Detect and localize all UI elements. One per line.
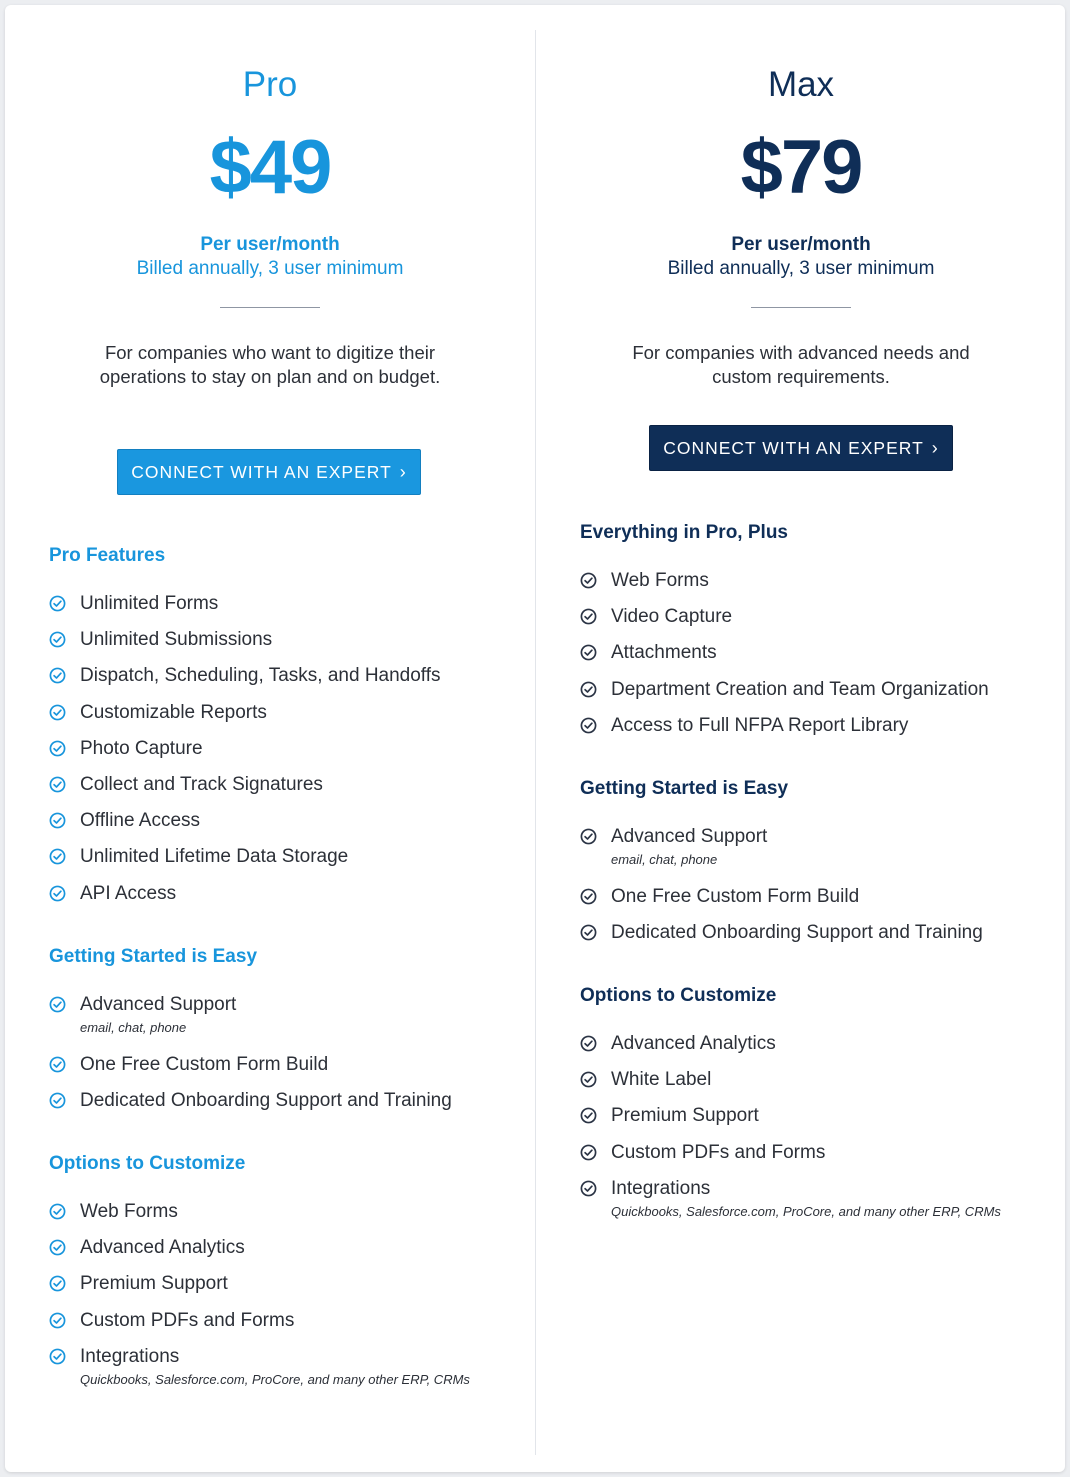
pricing-card	[5, 5, 1065, 1472]
price-period: Per user/month	[200, 234, 340, 255]
check-circle-icon	[580, 1107, 597, 1124]
list-item	[580, 1103, 1060, 1139]
connect-expert-button[interactable]	[117, 449, 421, 495]
list-item	[580, 568, 1060, 604]
feature-label: API Access	[80, 882, 177, 904]
feature-note: email, chat, phone	[611, 852, 718, 867]
check-circle-icon	[580, 828, 597, 845]
feature-label: Custom PDFs and Forms	[611, 1141, 826, 1163]
feature-list	[49, 992, 529, 1124]
plan-description: For companies who want to digitize their operations to stay on plan and on budget.	[99, 342, 441, 387]
check-circle-icon	[49, 885, 66, 902]
feature-label: One Free Custom Form Build	[80, 1054, 329, 1075]
list-item	[49, 808, 529, 844]
section-title: Pro Features	[49, 545, 166, 566]
list-item	[49, 1344, 529, 1404]
max-plan-column	[536, 5, 1066, 1472]
list-item	[580, 824, 1060, 884]
divider	[751, 307, 851, 308]
list-item	[580, 1031, 1060, 1067]
list-item	[580, 1140, 1060, 1176]
list-item	[49, 1052, 529, 1088]
section-title: Options to Customize	[580, 985, 777, 1006]
check-circle-icon	[49, 1348, 66, 1365]
check-circle-icon	[580, 1035, 597, 1052]
feature-label: Department Creation and Team Organization	[611, 678, 989, 700]
divider	[220, 307, 320, 308]
check-circle-icon	[580, 681, 597, 698]
list-item	[49, 1088, 529, 1124]
list-item	[580, 1176, 1060, 1236]
plan-price: $79	[740, 125, 862, 210]
feature-label: Integrations	[80, 1345, 180, 1367]
list-item	[49, 1308, 529, 1344]
check-circle-icon	[49, 1312, 66, 1329]
list-item	[580, 640, 1060, 676]
plan-price: $49	[209, 125, 331, 210]
feature-label: Access to Full NFPA Report Library	[611, 714, 909, 736]
check-circle-icon	[49, 631, 66, 648]
section-title: Getting Started is Easy	[49, 946, 258, 967]
feature-list	[580, 824, 1060, 956]
feature-label: White Label	[611, 1069, 712, 1091]
check-circle-icon	[49, 1056, 66, 1073]
list-item	[49, 881, 529, 917]
billing-terms: Billed annually, 3 user minimum	[136, 258, 404, 279]
list-item	[49, 772, 529, 808]
feature-label: Unlimited Lifetime Data Storage	[80, 846, 349, 868]
check-circle-icon	[49, 667, 66, 684]
list-item	[49, 736, 529, 772]
check-circle-icon	[580, 644, 597, 661]
list-item	[580, 604, 1060, 640]
button-label: CONNECT WITH AN EXPERT	[131, 461, 392, 482]
check-circle-icon	[580, 572, 597, 589]
list-item	[49, 663, 529, 699]
list-item	[49, 992, 529, 1052]
billing-terms: Billed annually, 3 user minimum	[667, 258, 935, 279]
feature-label: Dispatch, Scheduling, Tasks, and Handoffs	[80, 665, 441, 687]
feature-note: email, chat, phone	[80, 1020, 187, 1035]
list-item	[580, 884, 1060, 920]
list-item	[580, 713, 1060, 749]
feature-list	[49, 1199, 529, 1404]
list-item	[49, 844, 529, 880]
check-circle-icon	[580, 924, 597, 941]
chevron-right-icon: ›	[931, 437, 939, 458]
check-circle-icon	[580, 888, 597, 905]
feature-label: Integrations	[611, 1177, 711, 1199]
pro-plan-column	[5, 5, 535, 1472]
feature-label: Premium Support	[80, 1273, 228, 1295]
feature-label: Customizable Reports	[80, 701, 267, 723]
check-circle-icon	[580, 608, 597, 625]
check-circle-icon	[580, 1144, 597, 1161]
check-circle-icon	[49, 812, 66, 829]
check-circle-icon	[49, 1203, 66, 1220]
list-item	[49, 591, 529, 627]
list-item	[49, 700, 529, 736]
price-period: Per user/month	[731, 234, 871, 255]
feature-label: Unlimited Forms	[80, 593, 219, 614]
section-title: Options to Customize	[49, 1153, 246, 1174]
feature-label: Collect and Track Signatures	[80, 773, 323, 795]
feature-list	[580, 568, 1060, 749]
check-circle-icon	[580, 1180, 597, 1197]
feature-label: Offline Access	[80, 810, 201, 832]
feature-label: Web Forms	[611, 570, 709, 591]
feature-list	[580, 1031, 1060, 1236]
connect-expert-button[interactable]	[649, 425, 953, 471]
feature-label: Photo Capture	[80, 737, 203, 759]
check-circle-icon	[49, 996, 66, 1013]
check-circle-icon	[49, 740, 66, 757]
check-circle-icon	[580, 717, 597, 734]
feature-label: Advanced Support	[611, 826, 768, 847]
check-circle-icon	[49, 776, 66, 793]
feature-label: Advanced Analytics	[80, 1237, 245, 1259]
list-item	[49, 627, 529, 663]
check-circle-icon	[49, 1239, 66, 1256]
button-label: CONNECT WITH AN EXPERT	[663, 437, 924, 458]
feature-label: Dedicated Onboarding Support and Training	[80, 1090, 452, 1112]
feature-label: Premium Support	[611, 1105, 759, 1127]
list-item	[580, 677, 1060, 713]
chevron-right-icon: ›	[399, 461, 407, 482]
feature-label: Web Forms	[80, 1201, 178, 1222]
check-circle-icon	[49, 595, 66, 612]
list-item	[49, 1199, 529, 1235]
feature-note: Quickbooks, Salesforce.com, ProCore, and many other ERP, CRMs	[80, 1371, 470, 1387]
check-circle-icon	[49, 848, 66, 865]
section-title: Getting Started is Easy	[580, 778, 789, 799]
plan-name: Pro	[242, 65, 298, 104]
feature-label: Advanced Support	[80, 994, 237, 1015]
feature-note: Quickbooks, Salesforce.com, ProCore, and many other ERP, CRMs	[611, 1203, 1001, 1219]
feature-label: Dedicated Onboarding Support and Training	[611, 922, 983, 944]
feature-label: One Free Custom Form Build	[611, 886, 860, 907]
plan-description: For companies with advanced needs and custom requirements.	[632, 342, 970, 387]
list-item	[580, 920, 1060, 956]
feature-label: Advanced Analytics	[611, 1033, 776, 1054]
feature-label: Custom PDFs and Forms	[80, 1309, 295, 1331]
check-circle-icon	[580, 1071, 597, 1088]
check-circle-icon	[49, 1092, 66, 1109]
feature-label: Attachments	[611, 642, 717, 664]
feature-label: Unlimited Submissions	[80, 629, 273, 651]
list-item	[580, 1067, 1060, 1103]
check-circle-icon	[49, 704, 66, 721]
feature-list	[49, 591, 529, 917]
list-item	[49, 1271, 529, 1307]
check-circle-icon	[49, 1275, 66, 1292]
list-item	[49, 1235, 529, 1271]
plan-name: Max	[767, 65, 835, 104]
feature-label: Video Capture	[611, 606, 733, 628]
section-title: Everything in Pro, Plus	[580, 522, 788, 543]
